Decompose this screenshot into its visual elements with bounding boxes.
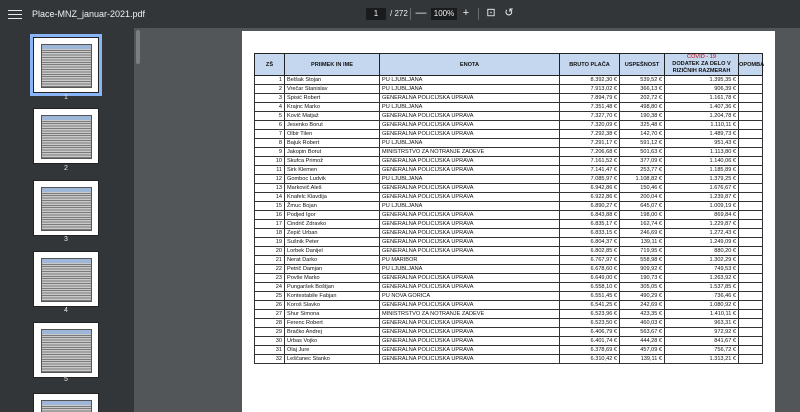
cell-success: 909,92 €: [620, 265, 665, 274]
cell-name: Olbir Tilen: [285, 130, 380, 139]
cell-success: 200,04 €: [620, 193, 665, 202]
thumbnail-page-3[interactable]: [33, 180, 99, 236]
cell-covid: 1.204,78 €: [665, 112, 739, 121]
cell-zs: 21: [255, 256, 285, 265]
cell-success: 305,05 €: [620, 283, 665, 292]
table-row: [255, 229, 763, 238]
cell-name: Bajuk Robert: [285, 139, 380, 148]
table-row: [255, 265, 763, 274]
thumbnail-page-5[interactable]: [33, 322, 99, 378]
cell-unit: MINISTRSTVO ZA NOTRANJE ZADEVE: [380, 310, 560, 319]
cell-unit: GENERALNA POLICIJSKA UPRAVA: [380, 184, 560, 193]
table-row: [255, 85, 763, 94]
cell-gross: 7.085,97 €: [560, 175, 620, 184]
cell-name: Nerat Darko: [285, 256, 380, 265]
cell-success: 246,69 €: [620, 229, 665, 238]
cell-note: [739, 112, 763, 121]
cell-note: [739, 346, 763, 355]
header-unit: ENOTA: [380, 54, 560, 76]
cell-unit: GENERALNA POLICIJSKA UPRAVA: [380, 193, 560, 202]
cell-success: 423,35 €: [620, 310, 665, 319]
cell-note: [739, 310, 763, 319]
cell-gross: 6.558,10 €: [560, 283, 620, 292]
cell-covid: 1.379,25 €: [665, 175, 739, 184]
cell-name: Jakopin Borut: [285, 148, 380, 157]
header-covid-title: COVID - 19: [687, 54, 716, 60]
cell-unit: GENERALNA POLICIJSKA UPRAVA: [380, 238, 560, 247]
cell-note: [739, 121, 763, 130]
cell-zs: 28: [255, 319, 285, 328]
cell-covid: 951,43 €: [665, 139, 739, 148]
cell-success: 501,63 €: [620, 148, 665, 157]
cell-success: 498,80 €: [620, 103, 665, 112]
cell-gross: 7.894,79 €: [560, 94, 620, 103]
cell-note: [739, 256, 763, 265]
cell-name: Cindrič Zdravko: [285, 220, 380, 229]
cell-name: Krajnc Marko: [285, 103, 380, 112]
table-row: [255, 220, 763, 229]
table-row: [255, 175, 763, 184]
pdf-toolbar: [0, 0, 800, 28]
cell-zs: 30: [255, 337, 285, 346]
zoom-out-icon[interactable]: —: [415, 7, 427, 19]
table-row: [255, 328, 763, 337]
toolbar-divider: [478, 8, 479, 20]
cell-covid: 1.263,92 €: [665, 274, 739, 283]
cell-gross: 6.541,25 €: [560, 301, 620, 310]
cell-zs: 25: [255, 292, 285, 301]
cell-covid: 1.537,85 €: [665, 283, 739, 292]
table-row: [255, 166, 763, 175]
table-row: [255, 337, 763, 346]
cell-name: Spisić Robert: [285, 94, 380, 103]
cell-zs: 13: [255, 184, 285, 193]
cell-zs: 1: [255, 76, 285, 85]
cell-zs: 14: [255, 193, 285, 202]
cell-success: 377,09 €: [620, 157, 665, 166]
cell-name: Podjed Igor: [285, 211, 380, 220]
table-row: [255, 202, 763, 211]
cell-zs: 24: [255, 283, 285, 292]
cell-name: Leščanec Stanko: [285, 355, 380, 364]
header-note: OPOMBA: [739, 54, 763, 76]
zoom-in-icon[interactable]: +: [462, 7, 470, 19]
cell-covid: 1.113,80 €: [665, 148, 739, 157]
cell-success: 563,67 €: [620, 328, 665, 337]
zoom-input[interactable]: 100%: [431, 8, 457, 20]
cell-success: 460,03 €: [620, 319, 665, 328]
header-zs: ZŠ: [255, 54, 285, 76]
cell-note: [739, 139, 763, 148]
cell-name: Skufca Primož: [285, 157, 380, 166]
cell-note: [739, 103, 763, 112]
cell-note: [739, 211, 763, 220]
cell-unit: GENERALNA POLICIJSKA UPRAVA: [380, 337, 560, 346]
cell-name: Žmuc Bojan: [285, 202, 380, 211]
cell-gross: 6.406,79 €: [560, 328, 620, 337]
cell-name: Belšak Stojan: [285, 76, 380, 85]
cell-covid: 749,53 €: [665, 265, 739, 274]
table-row: [255, 211, 763, 220]
cell-note: [739, 202, 763, 211]
rotate-icon[interactable]: ↺: [504, 7, 514, 19]
cell-covid: 1.185,89 €: [665, 166, 739, 175]
cell-note: [739, 283, 763, 292]
cell-name: Vrečar Stanislav: [285, 85, 380, 94]
cell-zs: 22: [255, 265, 285, 274]
cell-success: 325,48 €: [620, 121, 665, 130]
thumbnail-label: 5: [64, 376, 68, 383]
cell-unit: GENERALNA POLICIJSKA UPRAVA: [380, 220, 560, 229]
cell-zs: 6: [255, 121, 285, 130]
cell-covid: 1.272,43 €: [665, 229, 739, 238]
table-row: [255, 292, 763, 301]
salary-table: [254, 53, 763, 364]
cell-success: 253,77 €: [620, 166, 665, 175]
cell-note: [739, 238, 763, 247]
cell-unit: GENERALNA POLICIJSKA UPRAVA: [380, 283, 560, 292]
thumbnail-page-1[interactable]: [33, 37, 99, 93]
cell-gross: 8.392,30 €: [560, 76, 620, 85]
cell-name: Kovič Matjaž: [285, 112, 380, 121]
cell-gross: 6.835,17 €: [560, 220, 620, 229]
table-row: [255, 103, 763, 112]
cell-zs: 31: [255, 346, 285, 355]
cell-name: Sirk Klemen: [285, 166, 380, 175]
cell-name: Bračko Andrej: [285, 328, 380, 337]
cell-success: 142,70 €: [620, 130, 665, 139]
cell-unit: PU LJUBLJANA: [380, 85, 560, 94]
cell-gross: 6.890,27 €: [560, 202, 620, 211]
cell-name: Petrič Damjan: [285, 265, 380, 274]
cell-name: Povše Marko: [285, 274, 380, 283]
cell-covid: 1.080,92 €: [665, 301, 739, 310]
cell-gross: 6.843,88 €: [560, 211, 620, 220]
cell-unit: GENERALNA POLICIJSKA UPRAVA: [380, 346, 560, 355]
cell-success: 162,74 €: [620, 220, 665, 229]
cell-success: 242,69 €: [620, 301, 665, 310]
cell-gross: 7.161,52 €: [560, 157, 620, 166]
cell-unit: GENERALNA POLICIJSKA UPRAVA: [380, 94, 560, 103]
cell-unit: GENERALNA POLICIJSKA UPRAVA: [380, 121, 560, 130]
cell-name: Lorbek Danijel: [285, 247, 380, 256]
cell-zs: 10: [255, 157, 285, 166]
cell-unit: GENERALNA POLICIJSKA UPRAVA: [380, 229, 560, 238]
cell-unit: PU LJUBLJANA: [380, 202, 560, 211]
current-page-input[interactable]: 1: [366, 8, 386, 20]
thumbnail-page-2[interactable]: [33, 108, 99, 164]
cell-unit: GENERALNA POLICIJSKA UPRAVA: [380, 247, 560, 256]
cell-covid: 1.407,36 €: [665, 103, 739, 112]
cell-success: 558,98 €: [620, 256, 665, 265]
header-success: USPEŠNOST: [620, 54, 665, 76]
cell-note: [739, 184, 763, 193]
cell-name: Knafelc Klavdija: [285, 193, 380, 202]
table-header-row: [255, 54, 763, 76]
thumbnail-page-4[interactable]: [33, 251, 99, 307]
table-row: [255, 310, 763, 319]
cell-zs: 7: [255, 130, 285, 139]
cell-gross: 6.804,37 €: [560, 238, 620, 247]
cell-gross: 7.351,48 €: [560, 103, 620, 112]
cell-success: 202,72 €: [620, 94, 665, 103]
cell-success: 366,13 €: [620, 85, 665, 94]
cell-name: Markovič Aleš: [285, 184, 380, 193]
cell-name: Kontestabile Fabjan: [285, 292, 380, 301]
cell-gross: 6.401,74 €: [560, 337, 620, 346]
cell-gross: 7.206,68 €: [560, 148, 620, 157]
document-title: Place-MNZ_januar-2021.pdf: [32, 9, 146, 19]
cell-covid: 1.302,29 €: [665, 256, 739, 265]
cell-gross: 7.292,38 €: [560, 130, 620, 139]
cell-name: Jesenko Borut: [285, 121, 380, 130]
thumbnail-label: 1: [64, 94, 68, 101]
cell-gross: 6.802,85 €: [560, 247, 620, 256]
cell-unit: GENERALNA POLICIJSKA UPRAVA: [380, 211, 560, 220]
cell-gross: 6.922,86 €: [560, 193, 620, 202]
cell-covid: 1.140,06 €: [665, 157, 739, 166]
cell-name: Shur Simona: [285, 310, 380, 319]
document-viewer: [141, 28, 800, 412]
cell-zs: 32: [255, 355, 285, 364]
cell-covid: 1.229,87 €: [665, 220, 739, 229]
cell-zs: 29: [255, 328, 285, 337]
header-name: PRIIMEK IN IME: [285, 54, 380, 76]
cell-name: Zepič Urban: [285, 229, 380, 238]
cell-zs: 26: [255, 301, 285, 310]
cell-success: 190,73 €: [620, 274, 665, 283]
table-row: [255, 121, 763, 130]
table-row: [255, 112, 763, 121]
thumbnail-label: 4: [64, 307, 68, 314]
header-gross: BRUTO PLAČA: [560, 54, 620, 76]
cell-zs: 15: [255, 202, 285, 211]
thumbnail-label: 3: [64, 236, 68, 243]
cell-zs: 17: [255, 220, 285, 229]
cell-note: [739, 94, 763, 103]
toolbar-divider: [410, 8, 411, 20]
cell-gross: 7.913,02 €: [560, 85, 620, 94]
cell-name: Olaj Jure: [285, 346, 380, 355]
table-row: [255, 355, 763, 364]
cell-note: [739, 85, 763, 94]
table-row: [255, 76, 763, 85]
cell-note: [739, 220, 763, 229]
table-row: [255, 139, 763, 148]
cell-gross: 6.551,45 €: [560, 292, 620, 301]
cell-success: 645,07 €: [620, 202, 665, 211]
cell-name: Sušnik Peter: [285, 238, 380, 247]
table-row: [255, 130, 763, 139]
cell-unit: PU LJUBLJANA: [380, 175, 560, 184]
cell-note: [739, 292, 763, 301]
cell-zs: 5: [255, 112, 285, 121]
cell-unit: PU NOVA GORICA: [380, 292, 560, 301]
cell-gross: 6.523,96 €: [560, 310, 620, 319]
cell-note: [739, 148, 763, 157]
cell-note: [739, 301, 763, 310]
cell-zs: 8: [255, 139, 285, 148]
cell-note: [739, 247, 763, 256]
cell-success: 444,28 €: [620, 337, 665, 346]
cell-unit: PU LJUBLJANA: [380, 103, 560, 112]
cell-gross: 6.310,42 €: [560, 355, 620, 364]
cell-zs: 2: [255, 85, 285, 94]
cell-covid: 1.110,11 €: [665, 121, 739, 130]
table-row: [255, 256, 763, 265]
cell-covid: 1.410,11 €: [665, 310, 739, 319]
cell-note: [739, 175, 763, 184]
table-row: [255, 148, 763, 157]
cell-zs: 11: [255, 166, 285, 175]
cell-zs: 18: [255, 229, 285, 238]
cell-note: [739, 166, 763, 175]
cell-covid: 972,92 €: [665, 328, 739, 337]
cell-success: 539,52 €: [620, 76, 665, 85]
cell-zs: 12: [255, 175, 285, 184]
cell-zs: 19: [255, 238, 285, 247]
cell-covid: 963,31 €: [665, 319, 739, 328]
cell-name: Koroš Slavko: [285, 301, 380, 310]
fit-page-icon[interactable]: ⊡: [486, 7, 496, 19]
cell-gross: 6.378,69 €: [560, 346, 620, 355]
cell-gross: 7.291,17 €: [560, 139, 620, 148]
cell-zs: 20: [255, 247, 285, 256]
cell-zs: 4: [255, 103, 285, 112]
pdf-page: [242, 31, 775, 412]
cell-note: [739, 130, 763, 139]
cell-covid: 756,72 €: [665, 346, 739, 355]
table-row: [255, 283, 763, 292]
cell-covid: 841,67 €: [665, 337, 739, 346]
cell-unit: PU LJUBLJANA: [380, 76, 560, 85]
table-row: [255, 184, 763, 193]
table-row: [255, 301, 763, 310]
cell-success: 457,09 €: [620, 346, 665, 355]
cell-unit: GENERALNA POLICIJSKA UPRAVA: [380, 355, 560, 364]
cell-success: 490,29 €: [620, 292, 665, 301]
cell-unit: GENERALNA POLICIJSKA UPRAVA: [380, 319, 560, 328]
cell-unit: PU LJUBLJANA: [380, 265, 560, 274]
cell-gross: 6.678,60 €: [560, 265, 620, 274]
cell-name: Gomboc Ludvik: [285, 175, 380, 184]
cell-success: 139,11 €: [620, 355, 665, 364]
table-row: [255, 247, 763, 256]
cell-note: [739, 229, 763, 238]
cell-unit: GENERALNA POLICIJSKA UPRAVA: [380, 130, 560, 139]
cell-unit: GENERALNA POLICIJSKA UPRAVA: [380, 328, 560, 337]
cell-note: [739, 328, 763, 337]
cell-note: [739, 319, 763, 328]
table-row: [255, 157, 763, 166]
cell-covid: 1.395,35 €: [665, 76, 739, 85]
cell-note: [739, 157, 763, 166]
cell-success: 139,11 €: [620, 238, 665, 247]
cell-zs: 27: [255, 310, 285, 319]
cell-gross: 6.523,50 €: [560, 319, 620, 328]
cell-unit: GENERALNA POLICIJSKA UPRAVA: [380, 157, 560, 166]
cell-name: Urbas Vojko: [285, 337, 380, 346]
cell-gross: 6.767,97 €: [560, 256, 620, 265]
cell-note: [739, 355, 763, 364]
cell-unit: GENERALNA POLICIJSKA UPRAVA: [380, 274, 560, 283]
cell-gross: 6.942,86 €: [560, 184, 620, 193]
cell-note: [739, 76, 763, 85]
table-row: [255, 238, 763, 247]
cell-unit: GENERALNA POLICIJSKA UPRAVA: [380, 112, 560, 121]
cell-note: [739, 274, 763, 283]
cell-unit: PU LJUBLJANA: [380, 139, 560, 148]
table-row: [255, 319, 763, 328]
cell-covid: 1.249,09 €: [665, 238, 739, 247]
thumbnail-page-6[interactable]: [33, 393, 99, 412]
cell-success: 150,46 €: [620, 184, 665, 193]
cell-gross: 7.320,09 €: [560, 121, 620, 130]
cell-zs: 16: [255, 211, 285, 220]
cell-covid: 1.313,21 €: [665, 355, 739, 364]
cell-covid: 1.239,87 €: [665, 193, 739, 202]
cell-unit: GENERALNA POLICIJSKA UPRAVA: [380, 166, 560, 175]
cell-name: Ferenc Robert: [285, 319, 380, 328]
cell-note: [739, 337, 763, 346]
cell-success: 1.108,82 €: [620, 175, 665, 184]
header-covid-label: DODATEK ZA DELO V RIZIČNIH RAZMERAH: [672, 61, 731, 74]
sidebar-scrollbar[interactable]: [136, 30, 140, 64]
cell-unit: MINISTRSTVO ZA NOTRANJE ZADEVE: [380, 148, 560, 157]
cell-unit: PU MARIBOR: [380, 256, 560, 265]
cell-covid: 1.161,78 €: [665, 94, 739, 103]
cell-success: 591,12 €: [620, 139, 665, 148]
cell-covid: 1.009,19 €: [665, 202, 739, 211]
header-covid: [665, 54, 739, 76]
page-total: / 272: [390, 9, 408, 18]
cell-gross: 7.141,47 €: [560, 166, 620, 175]
cell-unit: GENERALNA POLICIJSKA UPRAVA: [380, 301, 560, 310]
cell-success: 198,00 €: [620, 211, 665, 220]
cell-covid: 906,39 €: [665, 85, 739, 94]
menu-icon[interactable]: [8, 7, 22, 21]
cell-note: [739, 193, 763, 202]
cell-covid: 880,20 €: [665, 247, 739, 256]
cell-covid: 1.676,67 €: [665, 184, 739, 193]
cell-success: 719,95 €: [620, 247, 665, 256]
cell-zs: 23: [255, 274, 285, 283]
table-row: [255, 94, 763, 103]
cell-covid: 1.489,73 €: [665, 130, 739, 139]
cell-zs: 9: [255, 148, 285, 157]
table-row: [255, 193, 763, 202]
thumbnail-label: 2: [64, 165, 68, 172]
table-row: [255, 274, 763, 283]
cell-gross: 7.327,70 €: [560, 112, 620, 121]
cell-name: Pungaršek Boštjan: [285, 283, 380, 292]
cell-zs: 3: [255, 94, 285, 103]
cell-note: [739, 265, 763, 274]
cell-covid: 869,84 €: [665, 211, 739, 220]
cell-success: 190,38 €: [620, 112, 665, 121]
cell-gross: 6.833,15 €: [560, 229, 620, 238]
table-row: [255, 346, 763, 355]
cell-covid: 736,46 €: [665, 292, 739, 301]
cell-gross: 6.649,00 €: [560, 274, 620, 283]
thumbnail-sidebar: [0, 28, 134, 412]
